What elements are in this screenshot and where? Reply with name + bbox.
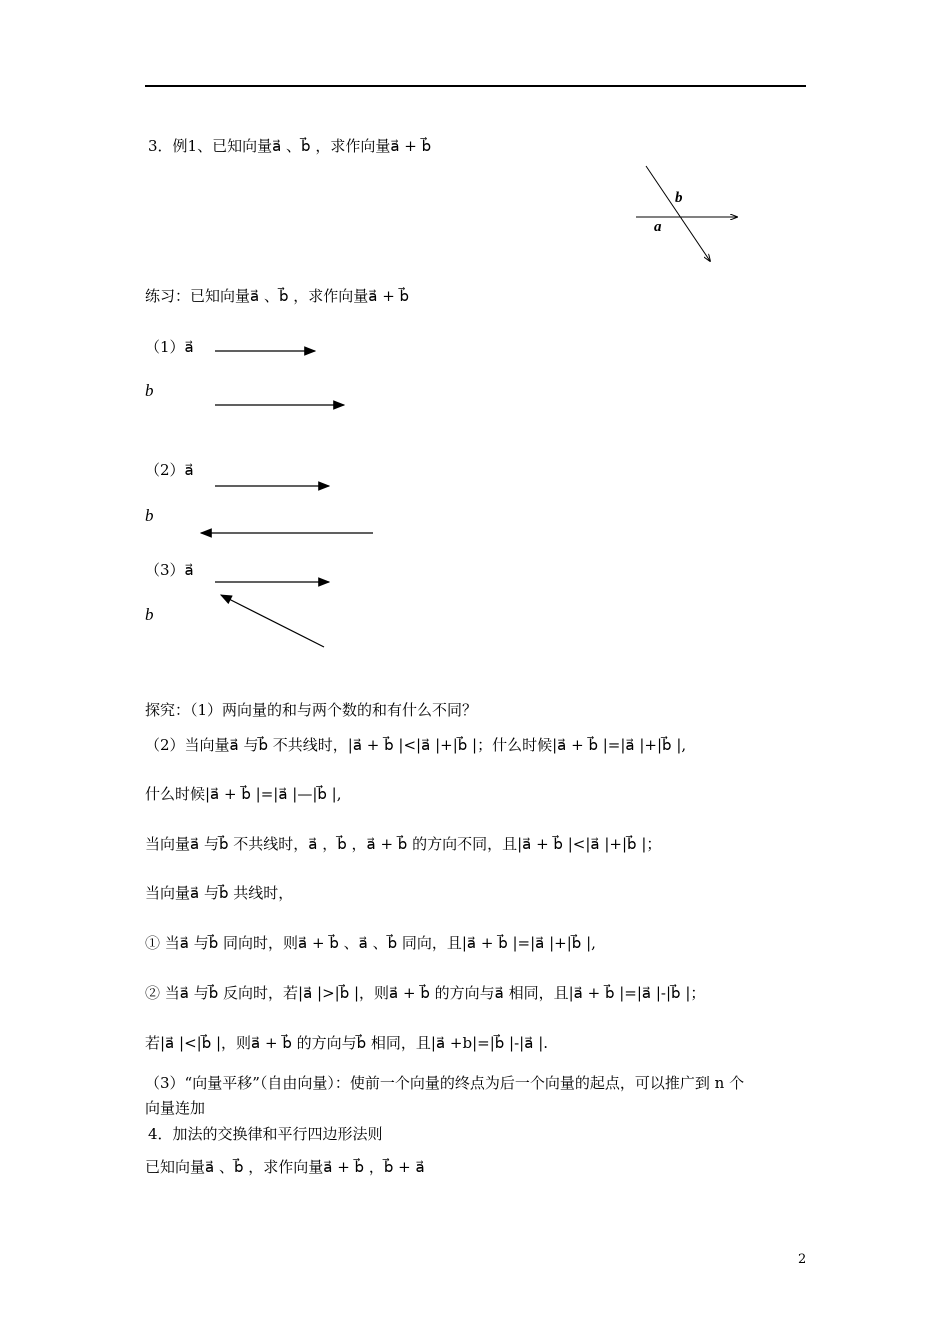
- explore-line-7: ② 当a⃗ 与b⃗ 反向时，若|a⃗ |>|b⃗ |，则a⃗ + b⃗ 的方向与a⃗ 相同，且|a⃗ + b⃗ |=|a⃗ |-|b⃗ |；: [145, 984, 706, 1002]
- practice-3-b-label: b⃗: [145, 605, 167, 624]
- section-4-task: 已知向量a⃗ 、b⃗ ，求作向量a⃗ + b⃗ ，b⃗ + a⃗: [145, 1158, 425, 1176]
- practice-3-label: （3）a⃗: [145, 561, 194, 579]
- figure-vector-b: [646, 166, 710, 261]
- practice-1-b-label: b⃗: [145, 381, 167, 400]
- practice-text: 练习：已知向量a⃗ 、b⃗ ，求作向量a⃗ + b⃗: [145, 287, 410, 305]
- explore-line-8: 若|a⃗ |<|b⃗ |，则a⃗ + b⃗ 的方向与b⃗ 相同，且|a⃗ +b|=|b⃗ |-|a⃗ |.: [145, 1034, 549, 1052]
- explore-line-4: 当向量a⃗ 与b⃗ 不共线时，a⃗ ，b⃗ ，a⃗ + b⃗ 的方向不同，且|a⃗ + b⃗ |<|a⃗ |+|b⃗ |；: [145, 835, 662, 853]
- explore-line-10: 向量连加: [145, 1099, 206, 1117]
- p3-vector-b: [221, 595, 324, 647]
- explore-line-1: 探究：（1）两向量的和与两个数的和有什么不同？: [145, 701, 478, 719]
- explore-line-3: 什么时候|a⃗ + b⃗ |=|a⃗ |—|b⃗ |,: [145, 785, 342, 803]
- practice-2-label: （2）a⃗: [145, 461, 194, 479]
- example-1-text: 3．例1、已知向量a⃗ 、b⃗ ，求作向量a⃗ + b⃗: [148, 137, 432, 155]
- explore-line-6: ① 当a⃗ 与b⃗ 同向时，则a⃗ + b⃗ 、a⃗ 、b⃗ 同向，且|a⃗ + b⃗ |=|a⃗ |+|b⃗ |,: [145, 934, 596, 952]
- practice-1-label: （1）a⃗: [145, 338, 194, 356]
- explore-line-2: （2）当向量a⃗ 与b⃗ 不共线时，|a⃗ + b⃗ |<|a⃗ |+|b⃗ |；什么时候|a⃗ + b⃗ |=|a⃗ |+|b⃗ |,: [145, 736, 687, 754]
- page-number: 2: [798, 1252, 807, 1267]
- explore-line-5: 当向量a⃗ 与b⃗ 共线时，: [145, 884, 294, 902]
- figure-label-a: a: [654, 219, 662, 235]
- explore-line-9: （3）“向量平移”（自由向量）：使前一个向量的终点为后一个向量的起点，可以推广到 n 个: [145, 1074, 745, 1092]
- section-4-title: 4．加法的交换律和平行四边形法则: [148, 1125, 383, 1143]
- practice-2-b-label: b⃗: [145, 506, 167, 525]
- figure-label-b: b: [675, 190, 683, 206]
